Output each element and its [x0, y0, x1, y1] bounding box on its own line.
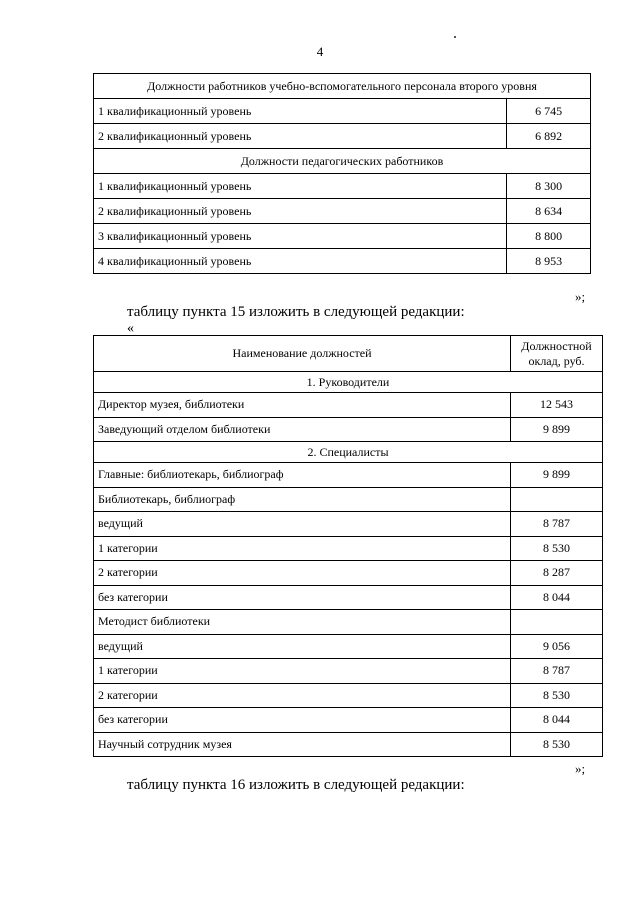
- table-row: [94, 199, 591, 224]
- table-row: [94, 683, 603, 708]
- position-name: ведущий: [94, 634, 511, 659]
- closing-quote-1: »;: [575, 289, 586, 304]
- section-title: 1. Руководители: [94, 372, 603, 393]
- position-name: 2 категории: [94, 683, 511, 708]
- scan-speck: [454, 36, 456, 38]
- section-title: 2. Специалисты: [94, 442, 603, 463]
- section-title: Должности педагогических работников: [94, 149, 591, 174]
- table-row: [94, 561, 603, 586]
- salary-value: 8 787: [511, 659, 603, 684]
- table-row: [94, 512, 603, 537]
- salary-value: 8 953: [507, 249, 591, 274]
- section-row: [94, 372, 603, 393]
- opening-quote: «: [127, 321, 134, 336]
- table-row: [94, 463, 603, 488]
- salary-value: 8 530: [511, 683, 603, 708]
- paragraph-item-16: таблицу пункта 16 изложить в следующей редакции:: [127, 777, 465, 793]
- salary-value: 8 530: [511, 732, 603, 757]
- salary-value: 6 745: [507, 99, 591, 124]
- section-title: Должности работников учебно-вспомогательного персонала второго уровня: [94, 74, 591, 99]
- salary-value: 8 634: [507, 199, 591, 224]
- table-row: [94, 393, 603, 418]
- salary-value: 8 530: [511, 536, 603, 561]
- salary-value: [511, 487, 603, 512]
- position-name: 2 квалификационный уровень: [94, 199, 507, 224]
- salary-value: 9 056: [511, 634, 603, 659]
- section-row: [94, 74, 591, 99]
- position-name: без категории: [94, 585, 511, 610]
- salary-value: 12 543: [511, 393, 603, 418]
- table-row: [94, 659, 603, 684]
- section-row: [94, 442, 603, 463]
- table-row: [94, 174, 591, 199]
- salary-value: [511, 610, 603, 635]
- position-name: Методист библиотеки: [94, 610, 511, 635]
- table-row: [94, 224, 591, 249]
- position-name: 1 квалификационный уровень: [94, 99, 507, 124]
- table-header-row: [94, 336, 603, 372]
- table-row: [94, 487, 603, 512]
- salary-value: 8 044: [511, 708, 603, 733]
- salary-value: 8 787: [511, 512, 603, 537]
- position-name: 1 категории: [94, 659, 511, 684]
- section-row: [94, 149, 591, 174]
- table-row: [94, 610, 603, 635]
- table-row: [94, 417, 603, 442]
- page-number: 4: [316, 44, 324, 59]
- table-row: [94, 536, 603, 561]
- position-name: 2 квалификационный уровень: [94, 124, 507, 149]
- position-name: 3 квалификационный уровень: [94, 224, 507, 249]
- salary-value: 8 300: [507, 174, 591, 199]
- header-salary: Должностной оклад, руб.: [511, 336, 603, 372]
- paragraph-item-15: таблицу пункта 15 изложить в следующей редакции:: [127, 304, 465, 320]
- position-name: Научный сотрудник музея: [94, 732, 511, 757]
- position-name: 2 категории: [94, 561, 511, 586]
- header-position-name: Наименование должностей: [94, 336, 511, 372]
- position-name: 1 квалификационный уровень: [94, 174, 507, 199]
- position-name: Библиотекарь, библиограф: [94, 487, 511, 512]
- position-name: без категории: [94, 708, 511, 733]
- position-name: Заведующий отделом библиотеки: [94, 417, 511, 442]
- position-name: 1 категории: [94, 536, 511, 561]
- salary-value: 9 899: [511, 463, 603, 488]
- closing-quote-2: »;: [575, 761, 586, 776]
- salary-value: 8 044: [511, 585, 603, 610]
- position-name: Главные: библиотекарь, библиограф: [94, 463, 511, 488]
- salary-value: 6 892: [507, 124, 591, 149]
- salary-value: 8 800: [507, 224, 591, 249]
- position-name: ведущий: [94, 512, 511, 537]
- position-name: 4 квалификационный уровень: [94, 249, 507, 274]
- table-row: [94, 732, 603, 757]
- table-row: [94, 708, 603, 733]
- position-name: Директор музея, библиотеки: [94, 393, 511, 418]
- table-row: [94, 124, 591, 149]
- salary-table-1: [93, 73, 591, 274]
- salary-value: 9 899: [511, 417, 603, 442]
- salary-value: 8 287: [511, 561, 603, 586]
- table-row: [94, 634, 603, 659]
- table-row: [94, 585, 603, 610]
- table-row: [94, 249, 591, 274]
- salary-table-2: [93, 335, 603, 757]
- table-row: [94, 99, 591, 124]
